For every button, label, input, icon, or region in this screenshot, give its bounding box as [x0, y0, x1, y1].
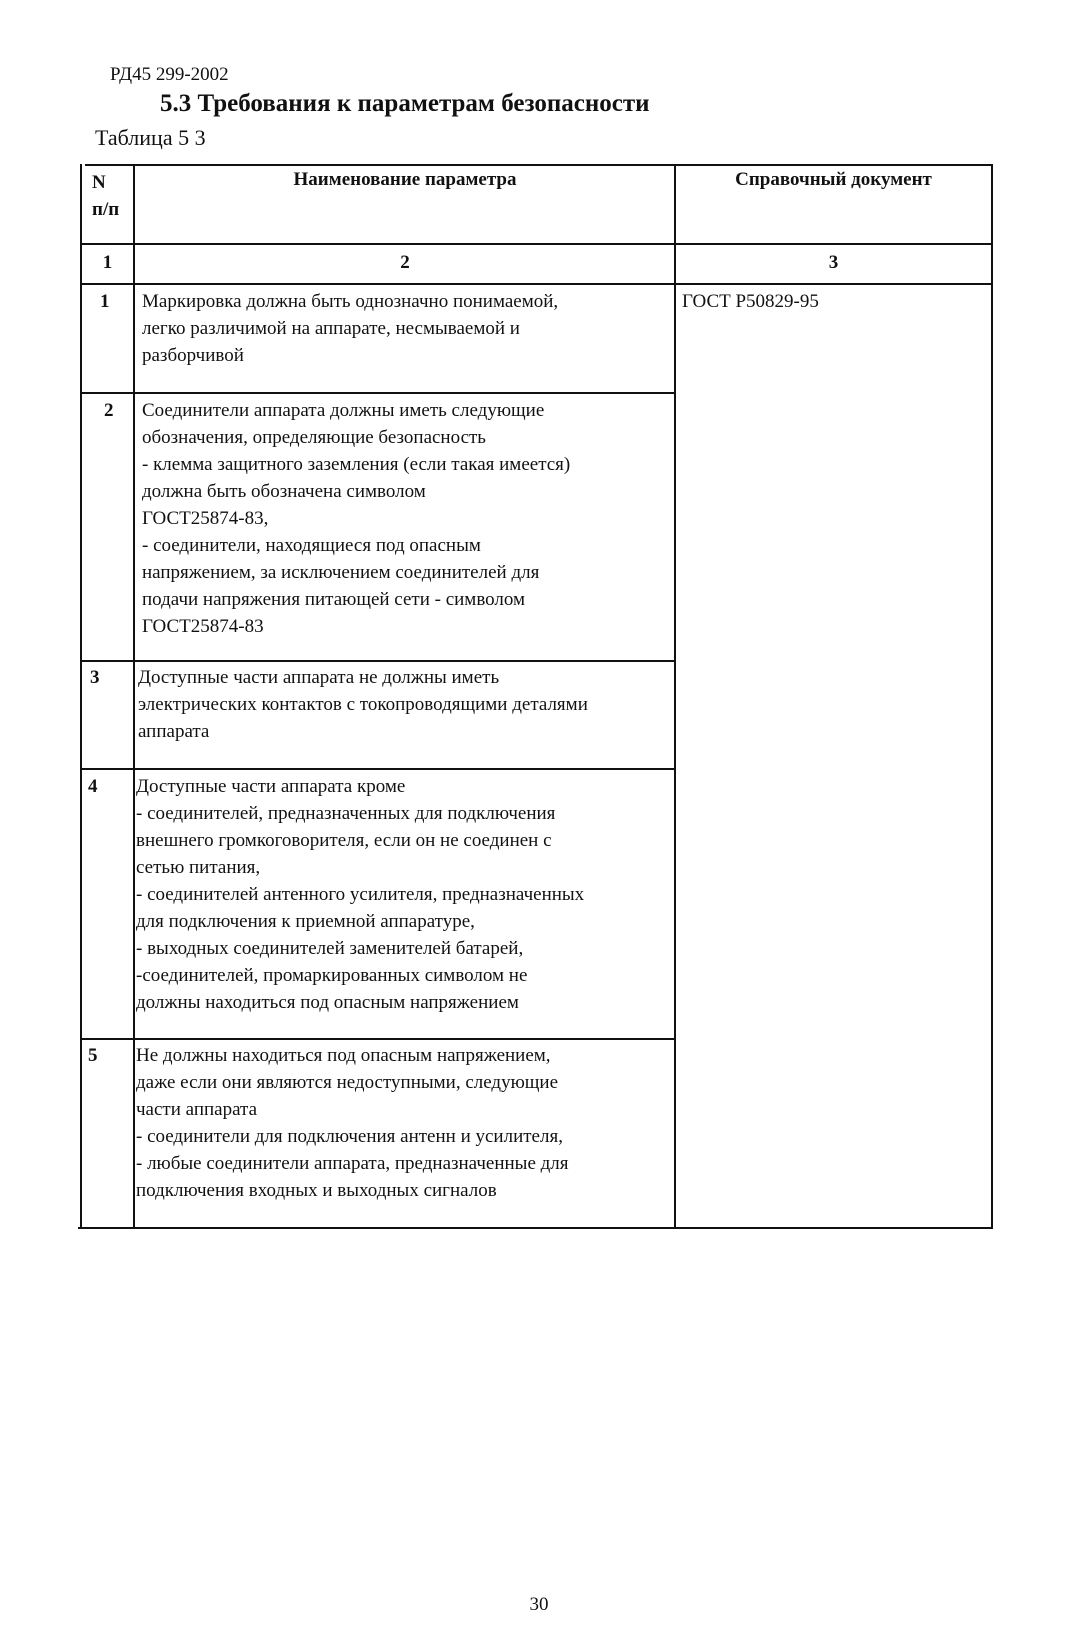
- column-number-1: 1: [102, 252, 113, 273]
- row-number: 3: [90, 667, 100, 688]
- column-number-2: 2: [400, 252, 410, 273]
- row-parameter-text: Не должны находиться под опасным напряжением, даже если они являются недоступными, следующие части аппарата - соединители для подключения антенн и усилителя, - любые соединители аппарата, предназначенные для подключения входных и выходных сигналов: [136, 1045, 569, 1201]
- row-number: 4: [88, 776, 98, 797]
- row-parameter-text: Соединители аппарата должны иметь следующие обозначения, определяющие безопасность - клемма защитного заземления (если такая имеется) должна быть обозначена символом ГОСТ25874-83, - соединители, находящиеся под опасным напряжением, за исключением соединителей для подачи напряжения питающей сети - символом ГОСТ25874-83: [142, 400, 571, 637]
- row-separator-3: [82, 768, 675, 770]
- row-parameter-text: Маркировка должна быть однозначно понимаемой, легко различимой на аппарате, несмываемой и разборчивой: [142, 291, 559, 366]
- column-number-3: 3: [828, 252, 839, 273]
- row-number: 1: [100, 291, 110, 312]
- column-header-parameter: Наименование параметра: [293, 169, 517, 190]
- row-parameter-text: Доступные части аппарата не должны иметь электрических контактов с токопроводящими деталями аппарата: [138, 667, 588, 742]
- table-border-left: [80, 164, 82, 1229]
- row-parameter-text: Доступные части аппарата кроме - соединителей, предназначенных для подключения внешнего громкоговорителя, если он не соединен с сетью питания, - соединителей антенного усилителя, предназначенных для подключения к приемной аппаратуре, - выходных соединителей заменителей батарей, -соединителей, промаркированных символом не должны находиться под опасным напряжением: [136, 776, 585, 1013]
- page-number: 30: [529, 1594, 549, 1615]
- header-separator: [82, 243, 992, 245]
- row-number: 5: [88, 1045, 98, 1066]
- section-title: 5.3 Требования к параметрам безопасности: [160, 90, 650, 117]
- row-separator-2: [82, 660, 675, 662]
- row-number: 2: [104, 400, 114, 421]
- table-caption: Таблица 5 3: [95, 125, 206, 150]
- column-header-reference: Справочный документ: [735, 169, 932, 190]
- table-border-right: [991, 164, 993, 1229]
- table-border-bottom: [78, 1227, 993, 1229]
- column-separator-1: [133, 164, 135, 1229]
- numbers-separator: [82, 283, 992, 285]
- row-separator-1: [82, 392, 675, 394]
- column-header-number: N п/п: [92, 172, 120, 220]
- document-code: РД45 299-2002: [110, 64, 229, 85]
- row-separator-4: [82, 1038, 675, 1040]
- column-separator-2: [674, 164, 676, 1229]
- reference-document: ГОСТ Р50829-95: [682, 291, 819, 312]
